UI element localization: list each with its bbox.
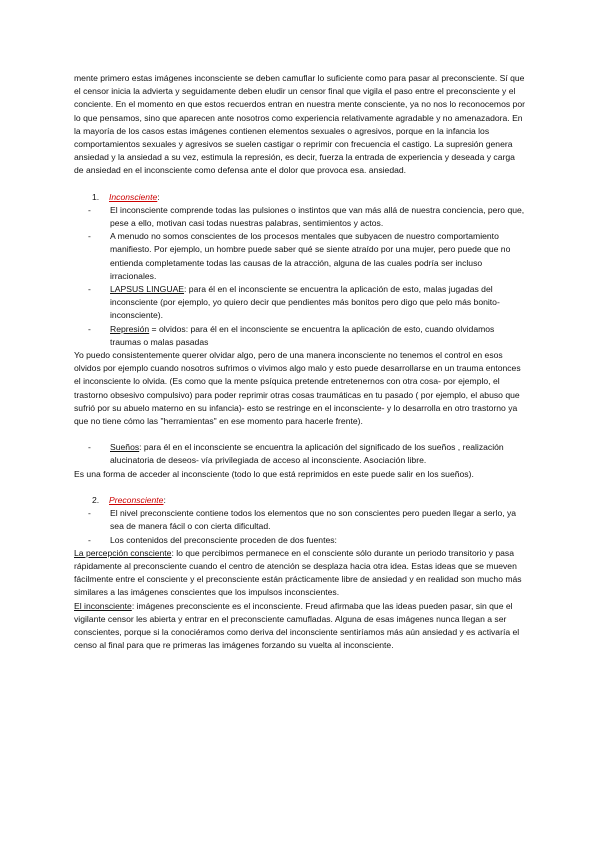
section-number: 1. [92,191,100,202]
bullet-dash: - [88,534,91,545]
term-percepcion-consciente: La percepción consciente [74,547,172,558]
section-title: Preconsciente [109,494,164,505]
bullet-dash: - [88,323,91,334]
list-item-text: : para él en el inconsciente se encuentra la aplicación del significado de los sueños , realización alucinatoria de deseos- vía privilegiada de acceso al inconsciente. Asociación libre. [110,442,504,466]
list-item [74,441,526,467]
bullet-dash: - [88,204,91,215]
section-number: 2. [92,494,100,505]
list-item [74,323,526,349]
body-paragraph: Yo puedo consistentemente querer olvidar algo, pero de una manera inconsciente no tenemos el control en esos olvidos por ejemplo cuando nosotros sufrimos o vivimos algo malo y esto puede desarrollarse en un trauma entonces el inconsciente lo olvida. (Es como que la mente psíquica pretende entretenernos con otra cosa- por ejemplo, el trastorno obsesivo compulsivo) para poder reprimir otras cosas traumáticas en tu pasado ( por ejemplo, el abuso que sufrió por su abuelo materno en su infancia)- esto se restringe en el inconsciente- y lo desarrolla en otro trastorno ya que no tiene cómo las "herramientas" en ese momento para hacerle frente). [74,350,521,427]
section-title: Inconsciente [109,191,158,202]
spacer [74,178,526,191]
list-item-text: : para él en el inconsciente se encuentra la aplicación de esto, malas jugadas del inconsciente (por ejemplo, yo quiero decir que pendientes más bonitos pero digo que pelo más bonito- inconsciente). [110,284,500,321]
intro-paragraph: mente primero estas imágenes inconsciente se deben camuflar lo suficiente como para pasar al preconsciente. Sí que el censor inicia la advierta y seguidamente deben eludir un censor final que vigila el paso entre el preconsciente y el conciente. En el momento en que estos recuerdos entran en nuestra mente consciente, ya no nos lo reconocemos por lo que pensamos, sino que aparecen ante nosotros como experiencia relativamente agradable y no amenazadora. En la mayoría de los casos estas imágenes contienen elementos sexuales o agresivos, porque en la infancia los comportamientos sexuales y agresivos se suelen castigar o reprimir con frecuencia el castigo. La supresión genera ansiedad y la ansiedad a su vez, estimula la represión, es decir, fuerza la entrada de experiencia y deseada y carga de ansiedad en el inconsciente como defensa ante el dolor que provoca esa. ansiedad. [74,73,525,176]
term-lapsus-linguae: LAPSUS LINGUAE [110,284,185,295]
body-paragraph: El inconsciente: imágenes preconsciente es el inconsciente. Freud afirmaba que las ideas pueden pasar, sin que el vigilante censor les abierta y entrar en el preconsciente camufladas. Alguna de esas imágenes nunca llegan a ser conscientes, porque si la conociéramos como deriva del inconsciente sentiríamos más aún ansiedad y es activaría el censo al final para que re primeras las imágenes forzando su vuelta al inconsciente. [74,600,520,651]
bullet-dash: - [88,231,91,242]
body-paragraph: La percepción consciente: lo que percibimos permanece en el consciente sólo durante un periodo transitorio y pasa rápidamente al preconsciente cuando el centro de atención se desplaza hacia otra idea. Estas ideas que se mueven fácilmente entre el consciente y el preconsciente están prácticamente libre de ansiedad y en realidad son mucho más similares a las imágenes conscientes que los impulsos inconscientes. [74,547,522,598]
list-item [74,204,526,230]
list-item-text: A menudo no somos conscientes de los procesos mentales que subyacen de nuestro comportamiento manifiesto. Por ejemplo, un hombre puede saber qué se siente atraído por una mujer, pero puede que no entienda completamente todas las causas de la atracción, alguna de las cuales podría ser incluso irracionales. [110,231,511,281]
bullet-dash: - [88,508,91,519]
list-item-text: El nivel preconsciente contiene todos los elementos que no son conscientes pero pueden llegar a serlo, ya sea de manera fácil o con cierta dificultad. [110,508,517,532]
section-heading-preconsciente: 2. Preconsciente: [92,494,526,507]
body-paragraph: Es una forma de acceder al inconsciente (todo lo que está reprimidos en este puede salir en los sueños). [74,468,474,479]
section-heading-inconsciente: 1. Inconsciente: [92,191,526,204]
list-item-text: El inconsciente comprende todas las pulsiones o instintos que van más allá de nuestra conciencia, pero que, pese a ello, motivan casi todas nuestras palabras, sentimientos y actos. [110,204,525,229]
list-item [74,283,526,323]
list-item [74,534,526,547]
bullet-dash: - [88,284,91,295]
term-represion: Represión [110,323,150,334]
term-el-inconsciente: El inconsciente [74,600,132,611]
spacer [74,428,526,441]
bullet-dash: - [88,442,91,453]
list-item [74,230,526,283]
spacer [74,481,526,494]
document-page [74,72,526,652]
list-item-text: Los contenidos del preconsciente proceden de dos fuentes: [110,534,337,545]
term-suenos: Sueños [110,442,140,453]
list-item [74,507,526,533]
list-item-text: = olvidos: para él en el inconsciente se encuentra la aplicación de esto, cuando olvidamos traumas o malas pasadas [110,323,495,347]
